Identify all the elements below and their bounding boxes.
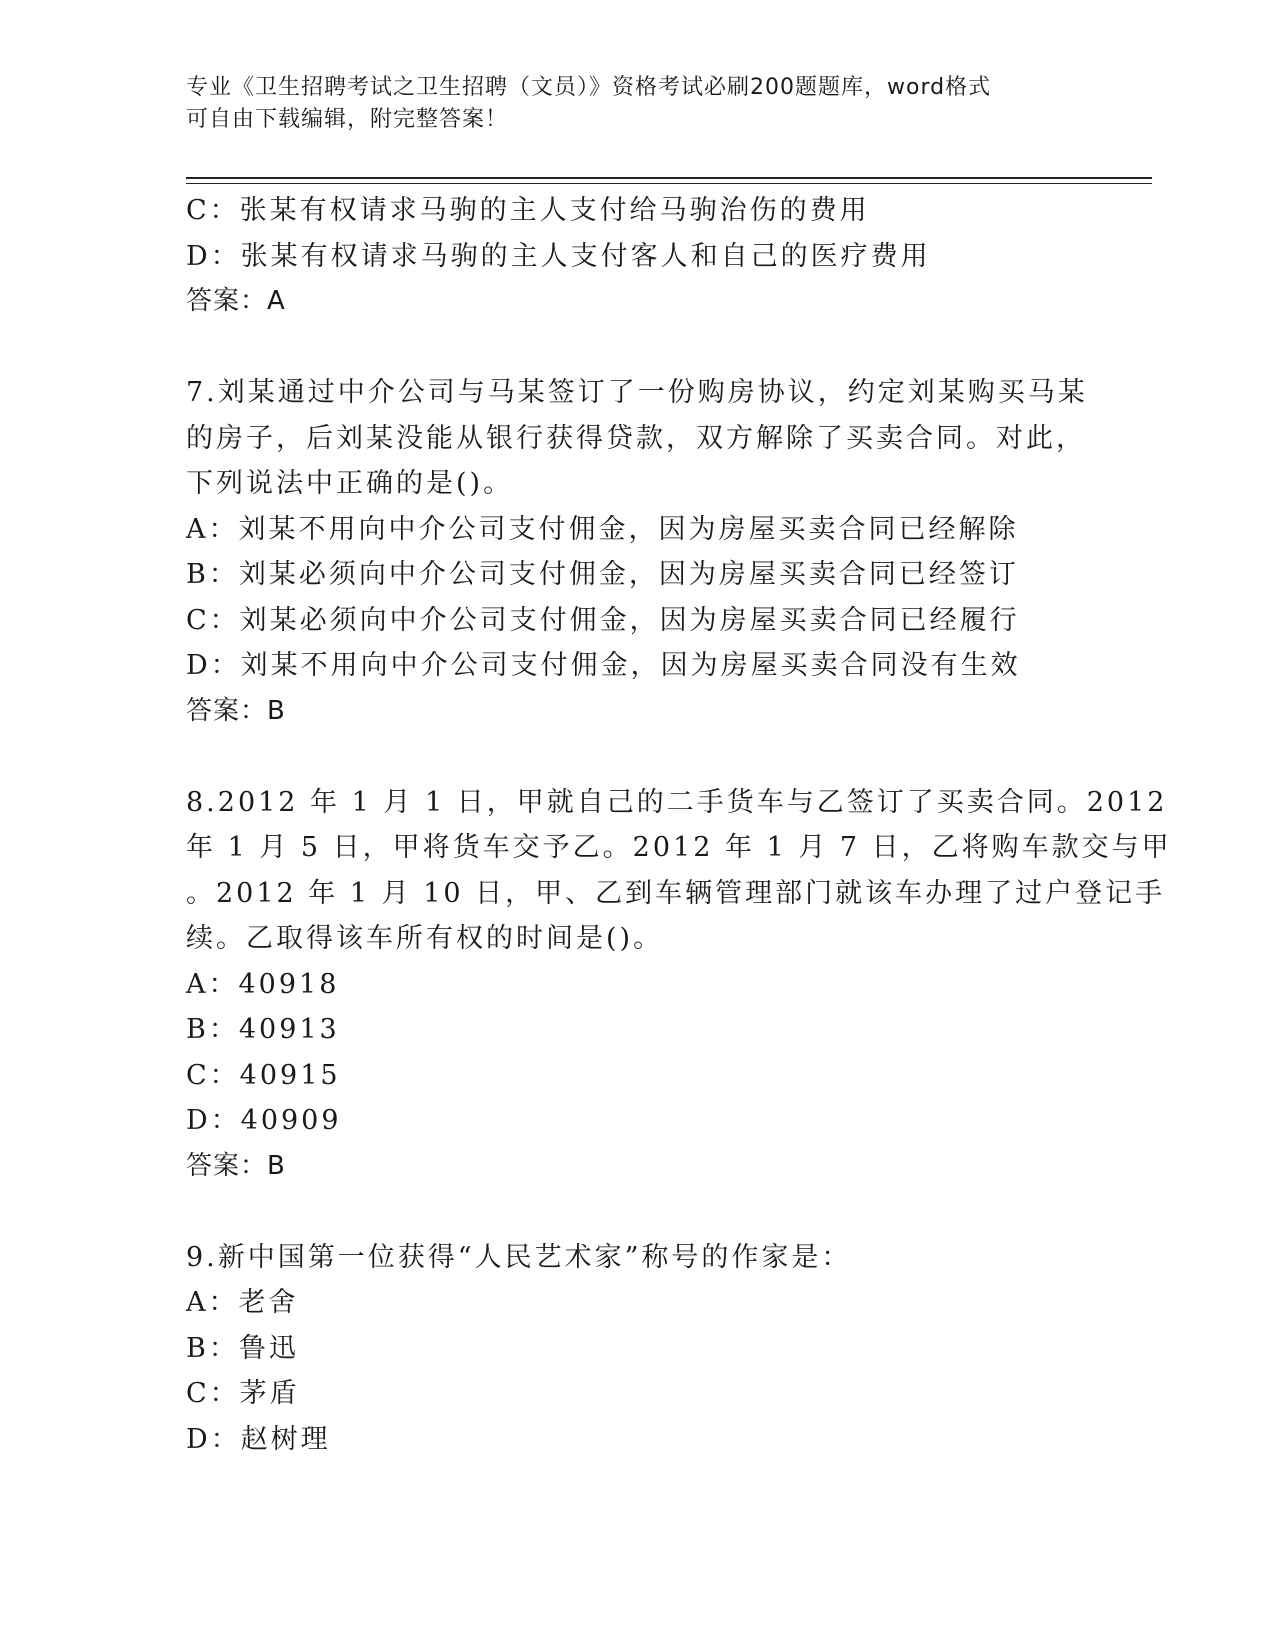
question-8-stem-line-1: 8.2012 年 1 月 1 日，甲就自己的二手货车与乙签订了买卖合同。2012 [186,786,1168,818]
question-8-option-a: A：40918 [186,968,340,1000]
question-8-option-c: C：40915 [186,1059,341,1091]
document-header [186,72,1066,136]
question-6-option-c: C：张某有权请求马驹的主人支付给马驹治伤的费用 [186,195,870,226]
header-title-line-1: 专业《卫生招聘考试之卫生招聘（文员）》资格考试必刷200题题库，word格式 [186,75,992,100]
question-7-option-b: B：刘某必须向中介公司支付佣金，因为房屋买卖合同已经签订 [186,559,1019,590]
question-9-block [186,1235,1146,1463]
question-7-option-d: D：刘某不用向中介公司支付佣金，因为房屋买卖合同没有生效 [186,650,1021,681]
spacer [186,1189,1146,1235]
spacer [186,734,1146,780]
question-9-option-a: A：老舍 [186,1287,299,1318]
questions-body [186,188,1172,1462]
question-9-option-b: B：鲁迅 [186,1332,299,1364]
question-9-option-c: C：茅盾 [186,1378,300,1409]
question-8-stem-line-4: 续。乙取得该车所有权的时间是()。 [186,923,664,954]
question-7-block [186,370,1146,734]
question-8-block [186,780,1172,1190]
question-7-option-c: C：刘某必须向中介公司支付佣金，因为房屋买卖合同已经履行 [186,604,1020,636]
question-9-stem-line-1: 9.新中国第一位获得“人民艺术家”称号的作家是： [186,1241,852,1273]
header-title-line-2: 可自由下载编辑，附完整答案！ [186,107,509,132]
question-9-option-d: D：赵树理 [186,1423,331,1455]
header-divider-thick [186,177,1152,179]
header-divider-thin [186,183,1152,184]
question-7-stem-line-2: 的房子，后刘某没能从银行获得贷款，双方解除了买卖合同。对此， [186,422,1086,454]
question-8-answer: 答案：B [186,1150,286,1181]
question-8-option-b: B：40913 [186,1014,340,1045]
question-6-answer: 答案：A [186,286,286,316]
spacer [186,325,1146,371]
question-8-stem-line-2: 年 1 月 5 日，甲将货车交予乙。2012 年 1 月 7 日，乙将购车款交与甲 [186,832,1172,863]
question-7-stem-line-3: 下列说法中正确的是()。 [186,468,514,499]
question-8-stem-line-3: 。2012 年 1 月 10 日，甲、乙到车辆管理部门就该车办理了过户登记手 [186,877,1166,909]
question-7-option-a: A：刘某不用向中介公司支付佣金，因为房屋买卖合同已经解除 [186,513,1019,545]
question-7-answer: 答案：B [186,695,286,726]
question-8-option-d: D：40909 [186,1105,342,1136]
question-7-stem-line-1: 7.刘某通过中介公司与马某签订了一份购房协议，约定刘某购买马某 [186,377,1088,408]
question-6-block [186,188,1146,325]
question-6-option-d: D：张某有权请求马驹的主人支付客人和自己的医疗费用 [186,240,931,272]
